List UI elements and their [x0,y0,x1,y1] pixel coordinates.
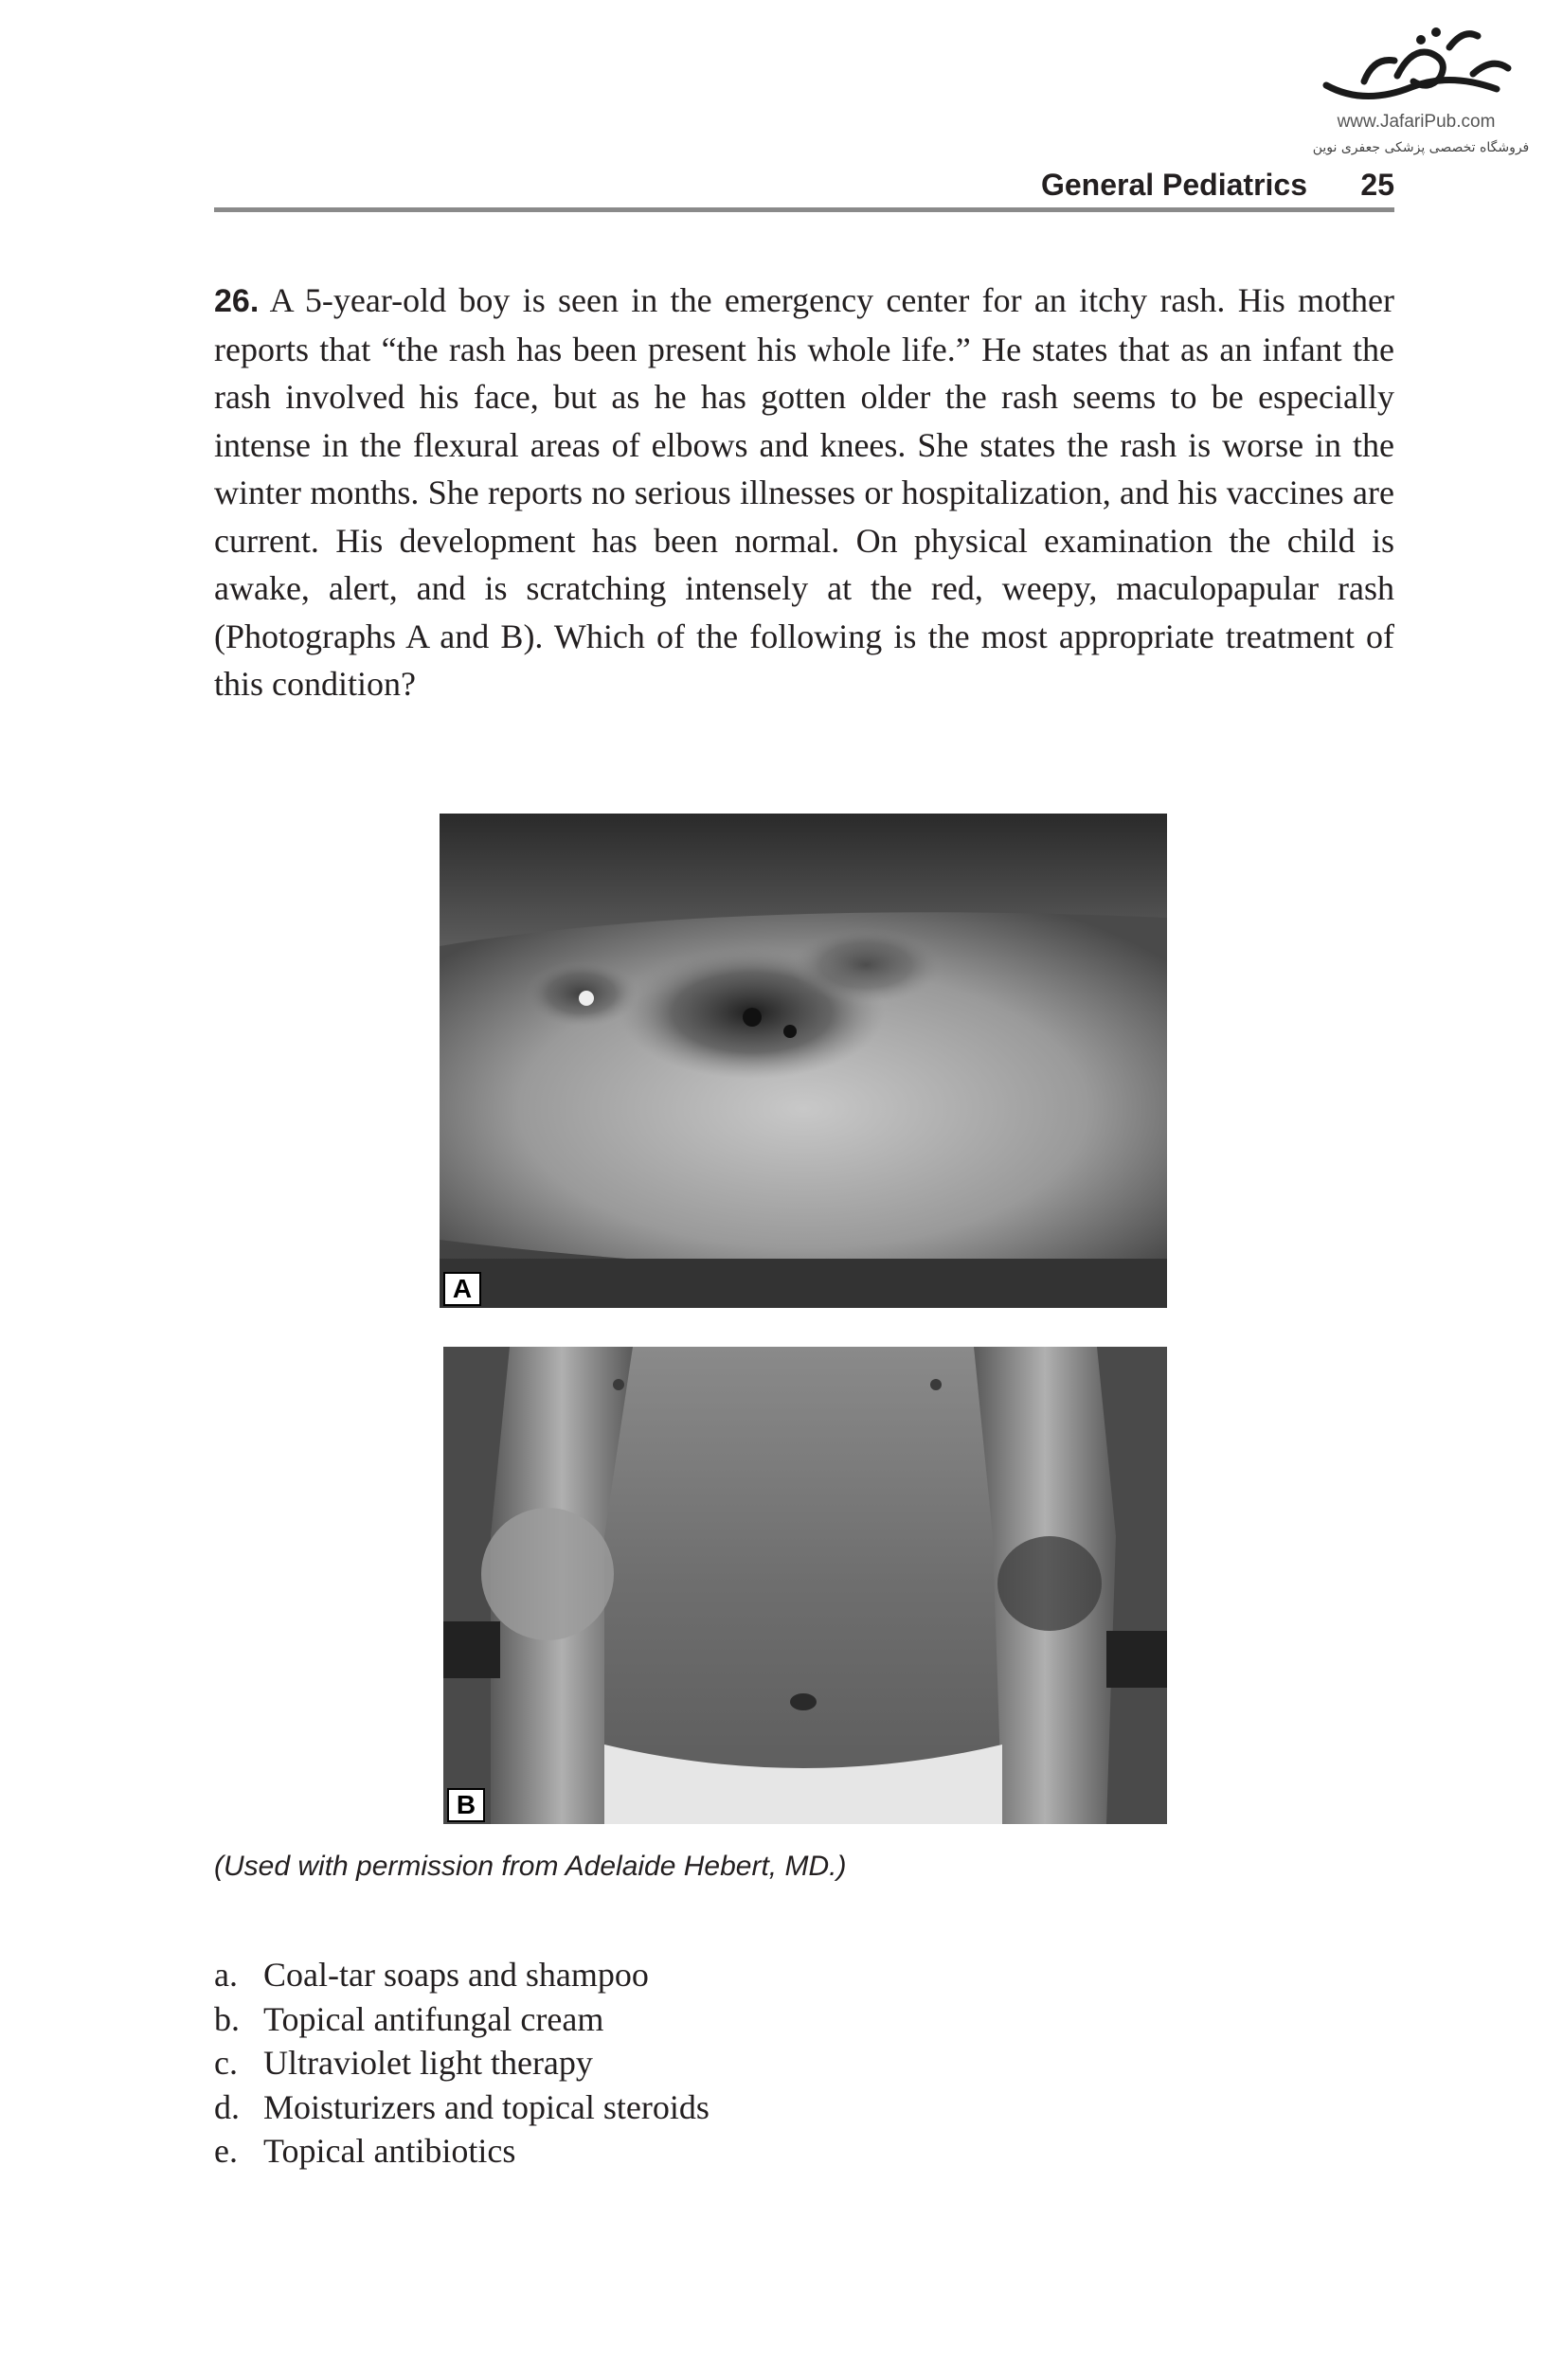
photo-b-label: B [447,1788,485,1822]
logo-tagline: فروشگاه تخصصی پزشکی جعفری نوین [1312,140,1530,155]
option-letter: e. [214,2132,238,2170]
photo-a-image [440,814,1167,1308]
page-number: 25 [1360,168,1394,202]
jafaripub-calligraphy-icon [1307,19,1525,110]
answer-option [214,2085,710,2130]
answer-option [214,2041,710,2085]
option-letter: d. [214,2087,240,2126]
photograph-b [443,1347,1167,1824]
option-text: Moisturizers and topical steroids [263,2087,710,2126]
publisher-logo [1307,19,1530,170]
answer-option [214,1997,710,2042]
option-text: Topical antibiotics [263,2132,516,2170]
photograph-a [440,814,1167,1308]
question-paragraph [214,277,1394,708]
option-text: Ultraviolet light therapy [263,2044,593,2082]
option-letter: b. [214,1999,240,2038]
photo-b-image [443,1347,1167,1824]
header-rule [214,207,1394,212]
option-letter: a. [214,1956,238,1994]
photo-a-label: A [443,1272,481,1306]
figure-caption: (Used with permission from Adelaide Hebert, MD.) [214,1851,847,1882]
answer-option [214,1953,710,1997]
answer-option [214,2129,710,2174]
answer-options [214,1953,710,2174]
question-number: 26. [214,283,260,319]
option-text: Coal-tar soaps and shampoo [263,1956,649,1994]
running-title: General Pediatrics [1040,168,1307,202]
question-text: A 5-year-old boy is seen in the emergency center for an itchy rash. His mother reports that “the rash has been present his whole life.” He states that as an infant the rash involved his face, but as he has gotten older the rash seems to be especially intense in the flexural areas of elbows and knees. She states the rash is worse in the winter months. She reports no serious illnesses or hospitalization, and his vaccines are current. His development has been normal. On physical examination the child is awake, alert, and is scratching intensely at the red, weepy, maculopapular rash (Photographs A and B). Which of the following is the most appropriate treatment of this condition? [214,281,1394,703]
logo-url: www.JafariPub.com [1337,112,1496,132]
option-letter: c. [214,2044,238,2082]
running-head [214,159,1394,212]
option-text: Topical antifungal cream [263,1999,604,2038]
